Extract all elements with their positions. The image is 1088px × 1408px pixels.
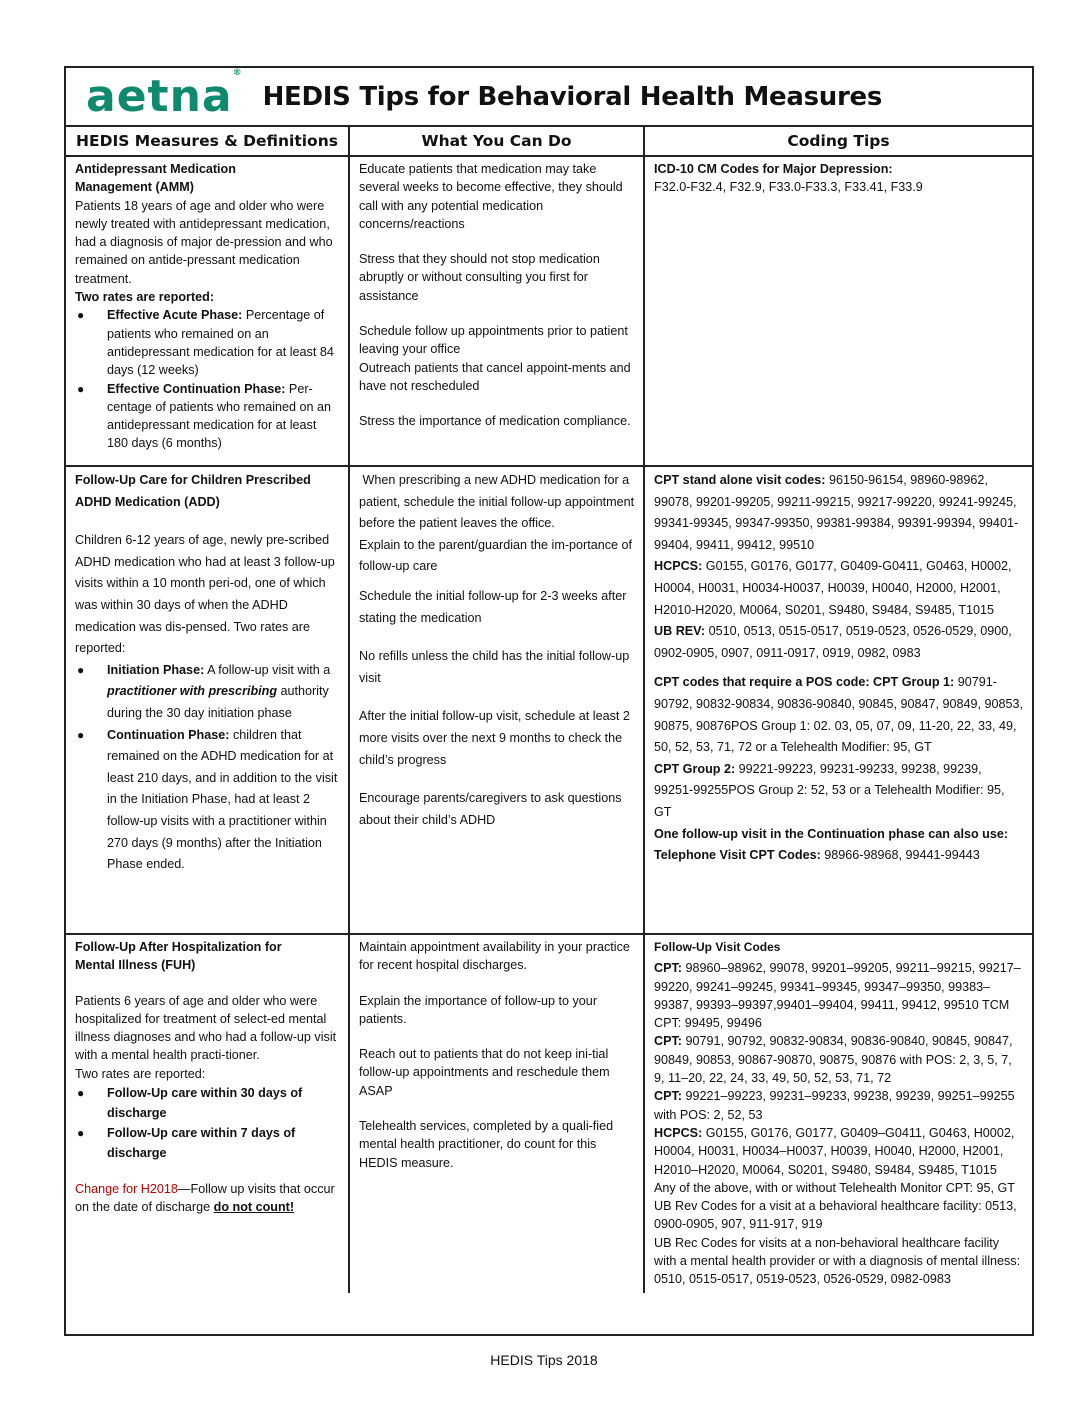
fuh-title-line1: Follow-Up After Hospitalization for <box>75 940 282 954</box>
list-item <box>75 725 340 876</box>
fuh-code-hcpcs <box>654 1124 1024 1179</box>
code-values: G0155, G0176, G0177, G0409-G0411, G0463, H0002, H0004, H0031, H0034-H0037, H0039, H0040, H2000, H2001, H2010-H2020, M0064, S0201, S9480, S9484, S9485, T1015 <box>654 559 1012 617</box>
add-description: Children 6-12 years of age, newly pre-scribed ADHD medication who had at least 3 follow-up visits within a 10 month peri-od, one of which was within 30 days of when the ADHD medication was dis-pensed. Two rates are reported: <box>75 533 335 656</box>
code-label: CPT stand alone visit codes: <box>654 473 826 487</box>
bullet-icon: ● <box>77 662 85 677</box>
amm-code-text: F32.0-F32.4, F32.9, F33.0-F33.3, F33.41, F33.9 <box>654 180 923 195</box>
fuh-code-telehealth: Any of the above, with or without Telehealth Monitor CPT: 95, GT <box>654 1180 1015 1195</box>
amm-action-3: Schedule follow up appointments prior to patient leaving your office <box>359 324 628 357</box>
list-item <box>75 660 340 725</box>
amm-action-5: Stress the importance of medication compliance. <box>359 414 631 429</box>
fuh-code-cpt-2 <box>654 1032 1024 1087</box>
table-header-row <box>66 127 1032 156</box>
logo-text: aetna <box>86 70 233 122</box>
list-item <box>75 1083 340 1123</box>
amm-rate2-text: Per-centage of patients who remained on an antidepressant medication for at least 180 days (6 months) <box>107 381 332 451</box>
column-header-coding-tips: Coding Tips <box>644 127 1032 156</box>
table-row-add <box>66 466 1032 934</box>
bullet-icon: ● <box>77 727 85 742</box>
code-label: CPT Group 2: <box>654 761 736 776</box>
amm-rate2-title: Effective Continuation Phase: <box>107 381 286 396</box>
add-code-pos-group2 <box>654 759 1024 824</box>
code-values: 90791, 90792, 90832-90834, 90836-90840, 90845, 90847, 90849, 90853, 90867-90870, 90875, 90876 with POS: 2, 3, 5, 7, 9, 11–20, 22, 24, 33, 49, 50, 52, 53, 71, 72 <box>654 1034 1013 1086</box>
add-action-4: No refills unless the child has the initial follow-up visit <box>359 649 630 685</box>
amm-rate1-text: Percentage of patients who remained on an antidepressant medication for at least 84 days (12 weeks) <box>107 308 334 378</box>
fuh-actions-cell <box>349 934 644 1293</box>
aetna-logo <box>86 67 243 122</box>
add-actions-cell <box>349 466 644 934</box>
code-label: UB REV: <box>654 624 706 639</box>
add-rates-list <box>75 660 340 876</box>
bullet-icon: ● <box>77 1086 85 1101</box>
bullet-icon: ● <box>77 308 85 323</box>
add-action-1: When prescribing a new ADHD medication for a patient, schedule the initial follow-up appointment before the patient leaves the office. <box>359 473 638 531</box>
fuh-title-line2: Mental Illness (FUH) <box>75 958 196 973</box>
amm-action-2: Stress that they should not stop medication abruptly or without consulting you first for assistance <box>359 252 600 303</box>
add-coding-cell <box>644 466 1032 934</box>
add-code-hcpcs <box>654 556 1024 621</box>
add-rate2-title: Continuation Phase: <box>107 727 230 742</box>
table-row-fuh <box>66 934 1032 1293</box>
fuh-code-cpt-1 <box>654 959 1024 1032</box>
tips-document <box>64 66 1034 1336</box>
change-label: Change for H2018 <box>75 1182 178 1197</box>
code-label: HCPCS: <box>654 559 703 574</box>
amm-rate1-title: Effective Acute Phase: <box>107 308 243 323</box>
code-label: HCPCS: <box>654 1125 703 1140</box>
fuh-code-ub-rev-behavioral: UB Rev Codes for a visit at a behavioral healthcare facility: 0513, 0900-0905, 907, 911-917, 919 <box>654 1199 1017 1232</box>
list-item <box>75 380 340 453</box>
add-code-pos-group1 <box>654 672 1024 758</box>
column-header-measures: HEDIS Measures & Definitions <box>66 127 349 156</box>
amm-title-line1: Antidepressant Medication <box>75 162 236 176</box>
fuh-code-ub-rec-nonbehavioral: UB Rec Codes for visits at a non-behavioral healthcare facility with a mental health provider or with a diagnosis of mental illness: 0510, 0515-0517, 0519-0523, 0526-0529, 0982-0983 <box>654 1235 1021 1287</box>
fuh-rate2: Follow-Up care within 7 days of discharge <box>107 1126 296 1161</box>
fuh-action-2: Explain the importance of follow-up to your patients. <box>359 993 598 1026</box>
code-values: 96150-96154, 98960-98962, 99078, 99201-99205, 99211-99215, 99217-99220, 99241-99245, 99341-99345, 99347-99350, 99381-99384, 99391-99394, 99401-99404, 99411, 99412, 99510 <box>654 473 1019 552</box>
document-title: HEDIS Tips for Behavioral Health Measures <box>262 81 883 112</box>
document-header <box>66 68 1032 127</box>
code-label: One follow-up visit in the Continuation phase can also use: Telephone Visit CPT Codes: <box>654 826 1009 863</box>
code-values: G0155, G0176, G0177, G0409–G0411, G0463, H0002, H0004, H0031, H0034–H0037, H0039, H0040, H2000, H2001, H2010–H2020, M0064, S0201, S9480, S9484, S9485, T1015 <box>654 1125 1015 1177</box>
add-action-5: After the initial follow-up visit, schedule at least 2 more visits over the next 9 months to check the child’s progress <box>359 709 630 767</box>
amm-code-title: ICD-10 CM Codes for Major Depression: <box>654 162 893 176</box>
add-code-ub-rev <box>654 621 1024 664</box>
amm-coding-cell <box>644 156 1032 466</box>
fuh-action-3: Reach out to patients that do not keep ini-tial follow-up appointments and reschedule them ASAP <box>359 1047 610 1098</box>
column-header-what-you-can-do: What You Can Do <box>349 127 644 156</box>
code-label: CPT: <box>654 1034 682 1049</box>
code-values: 90791-90792, 90832-90834, 90836-90840, 90845, 90847, 90849, 90853, 90875, 90876POS Group 1: 02. 03, 05, 07, 09, 11-20, 22, 33, 49, 50, 52, 53, 71, 72 or a Telehealth Modifier: 95, GT <box>654 675 1024 755</box>
amm-title-line2: Management (AMM) <box>75 180 194 195</box>
amm-rates-list <box>75 306 340 452</box>
change-emphasis: do not count! <box>213 1200 295 1215</box>
amm-action-1: Educate patients that medication may take several weeks to become effective, they should call with any potential medication concerns/reactions <box>359 162 623 231</box>
add-code-telephone <box>654 824 1024 867</box>
add-rate1-text: A follow-up visit with a <box>204 662 331 677</box>
code-label: CPT: <box>654 1089 682 1104</box>
code-label: CPT: <box>654 961 682 976</box>
code-values: 99221-99223, 99231-99233, 99238, 99239, 99251-99255POS Group 2: 52, 53 or a Telehealth Modifier: 95, GT <box>654 761 1005 819</box>
fuh-description: Patients 6 years of age and older who were hospitalized for treatment of select-ed mental illness diagnoses and who had a follow-up visit with a mental health practi-tioner. <box>75 993 337 1063</box>
page-footer: HEDIS Tips 2018 <box>490 1352 598 1368</box>
amm-description: Patients 18 years of age and older who were newly treated with antidepressant medication, had a diagnosis of major de-pression and who remained on antide-pressant medication treatment. <box>75 198 333 286</box>
measures-table <box>66 127 1032 1293</box>
fuh-definition-cell <box>66 934 349 1293</box>
add-title-line1: Follow-Up Care for Children Prescribed <box>75 473 311 487</box>
add-rate2-text: children that remained on the ADHD medication for at least 210 days, and in addition to the visit in the Initiation Phase, had at least 2 follow-up visits with a practitioner within 270 days (9 months) after the Initiation Phase ended. <box>107 727 338 872</box>
add-rate1-title: Initiation Phase: <box>107 662 205 677</box>
code-values: 98966-98968, 99441-99443 <box>820 848 980 863</box>
code-values: 99221–99223, 99231–99233, 99238, 99239, 99251–99255 with POS: 2, 52, 53 <box>654 1089 1015 1122</box>
fuh-rate1: Follow-Up care within 30 days of discharge <box>107 1086 303 1121</box>
add-rate1-emphasis: practitioner with prescribing <box>107 684 278 699</box>
change-text: —Follow up visits that occur on the date of discharge <box>75 1182 335 1215</box>
amm-action-4: Outreach patients that cancel appoint-ments and have not rescheduled <box>359 360 631 393</box>
add-definition-cell <box>66 466 349 934</box>
add-action-3: Schedule the initial follow-up for 2-3 weeks after stating the medication <box>359 588 627 625</box>
fuh-rates-label: Two rates are reported: <box>75 1066 206 1081</box>
table-row-amm <box>66 156 1032 466</box>
code-label: CPT codes that require a POS code: CPT Group 1: <box>654 675 955 690</box>
fuh-change-note <box>75 1180 340 1217</box>
add-action-2: Explain to the parent/guardian the im-portance of follow-up care <box>359 537 633 574</box>
code-values: 0510, 0513, 0515-0517, 0519-0523, 0526-0529, 0900, 0902-0905, 0907, 0911-0917, 0919, 0982, 0983 <box>654 624 1012 660</box>
add-code-cpt-standalone <box>654 470 1024 556</box>
add-action-6: Encourage parents/caregivers to ask questions about their child’s ADHD <box>359 791 622 827</box>
amm-rates-label: Two rates are reported: <box>75 290 215 305</box>
bullet-icon: ● <box>77 381 85 396</box>
amm-definition-cell <box>66 156 349 466</box>
registered-mark: ® <box>232 67 243 78</box>
add-title-line2: ADHD Medication (ADD) <box>75 494 220 509</box>
code-values: 98960–98962, 99078, 99201–99205, 99211–99215, 99217–99220, 99241–99245, 99341–99345, 99347–99350, 99383–99387, 99393–99397,99401–99404, 99411, 99412, 99510 TCM CPT: 99495, 99496 <box>654 961 1021 1031</box>
amm-actions-cell <box>349 156 644 466</box>
fuh-rates-list <box>75 1083 340 1163</box>
add-rate1-text-end: authority during the 30 day initiation phase <box>107 684 329 720</box>
fuh-action-1: Maintain appointment availability in your practice for recent hospital discharges. <box>359 940 630 973</box>
fuh-code-heading: Follow-Up Visit Codes <box>654 940 781 954</box>
fuh-code-cpt-3 <box>654 1087 1024 1124</box>
list-item <box>75 306 340 379</box>
bullet-icon: ● <box>77 1126 85 1141</box>
list-item <box>75 1123 340 1163</box>
fuh-action-4: Telehealth services, completed by a quali-fied mental health practitioner, do count for this HEDIS measure. <box>359 1119 614 1170</box>
fuh-coding-cell <box>644 934 1032 1293</box>
